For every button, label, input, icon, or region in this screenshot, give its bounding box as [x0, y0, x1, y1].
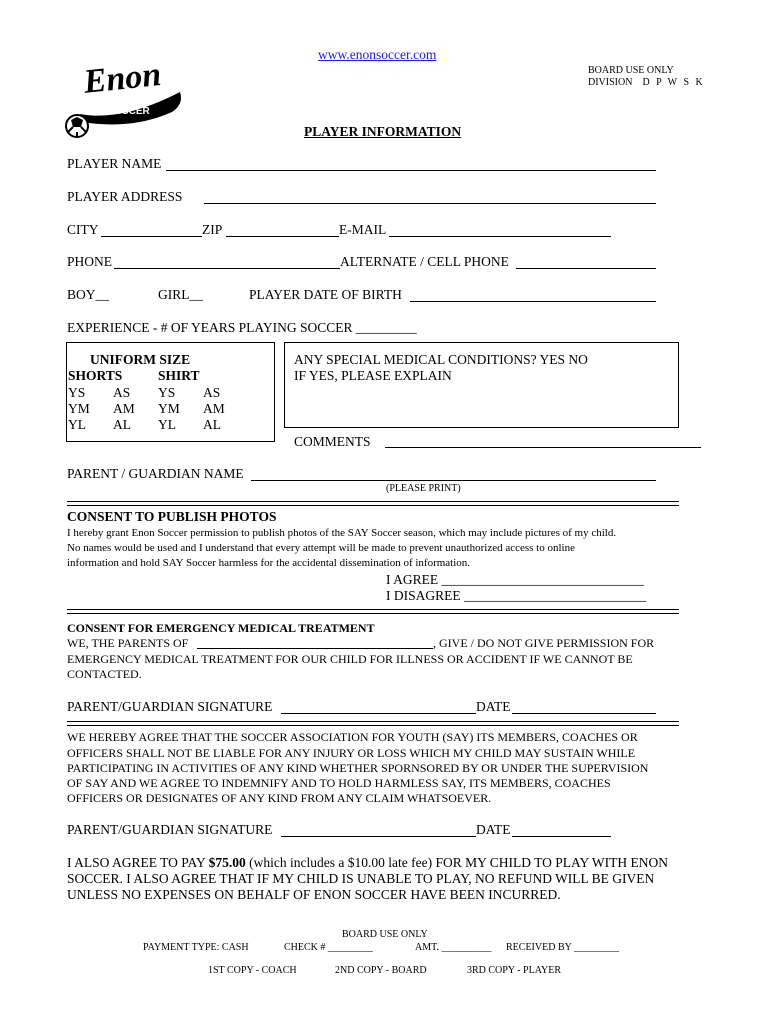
- liability-signature-field[interactable]: [281, 836, 476, 837]
- liability-text: OFFICERS OR DESIGNATES OF ANY KIND FROM ANY CLAIM WHATSOEVER.: [67, 791, 492, 805]
- payment-agreement-text: SOCCER. I ALSO AGREE THAT IF MY CHILD IS UNABLE TO PLAY, NO REFUND WILL BE GIVEN: [67, 871, 655, 886]
- svg-text:Enon: Enon: [81, 55, 163, 101]
- comments-field[interactable]: [385, 447, 701, 448]
- email-label: E-MAIL: [339, 222, 387, 237]
- uniform-title: UNIFORM SIZE: [90, 352, 191, 367]
- comments-label: COMMENTS: [294, 434, 371, 449]
- emergency-consent-title: CONSENT FOR EMERGENCY MEDICAL TREATMENT: [67, 621, 375, 635]
- board-use-only-footer: BOARD USE ONLY: [342, 929, 428, 940]
- board-use-only-header: BOARD USE ONLY: [588, 65, 674, 76]
- city-label: CITY: [67, 222, 99, 237]
- size-option[interactable]: AL: [113, 417, 131, 432]
- city-field[interactable]: [101, 236, 202, 237]
- experience-field[interactable]: EXPERIENCE - # OF YEARS PLAYING SOCCER _________: [67, 320, 417, 335]
- phone-label: PHONE: [67, 254, 113, 269]
- emergency-permission-text: , GIVE / DO NOT GIVE PERMISSION FOR: [433, 636, 655, 650]
- liability-text: OFFICERS SHALL NOT BE LIABLE FOR ANY INJURY OR LOSS WHICH MY CHILD MAY SUSTAIN WHILE: [67, 746, 636, 760]
- player-name-label: PLAYER NAME: [67, 156, 162, 171]
- size-option[interactable]: AL: [203, 417, 221, 432]
- email-field[interactable]: [389, 236, 611, 237]
- guardian-name-label: PARENT / GUARDIAN NAME: [67, 466, 244, 481]
- guardian-name-field[interactable]: [251, 480, 656, 481]
- emergency-date-field[interactable]: [512, 713, 656, 714]
- section-divider: [67, 721, 679, 726]
- liability-signature-label: PARENT/GUARDIAN SIGNATURE: [67, 822, 273, 837]
- size-option[interactable]: AM: [113, 401, 135, 416]
- website-link[interactable]: www.enonsoccer.com: [318, 47, 437, 62]
- phone-field[interactable]: [114, 268, 340, 269]
- please-print-note: (PLEASE PRINT): [386, 483, 461, 494]
- emergency-text: EMERGENCY MEDICAL TREATMENT FOR OUR CHILD FOR ILLNESS OR ACCIDENT IF WE CANNOT BE: [67, 652, 633, 666]
- photo-consent-text: I hereby grant Enon Soccer permission to publish photos of the SAY Soccer season, which may include pictures of my child.: [67, 527, 617, 539]
- player-address-label: PLAYER ADDRESS: [67, 189, 183, 204]
- size-option[interactable]: AM: [203, 401, 225, 416]
- dob-label: PLAYER DATE OF BIRTH: [249, 287, 402, 302]
- size-option[interactable]: AS: [113, 385, 131, 400]
- size-option[interactable]: YS: [68, 385, 86, 400]
- dob-field[interactable]: [410, 301, 656, 302]
- enon-soccer-logo: [62, 52, 187, 142]
- division-line: DIVISION D P W S K: [588, 77, 703, 88]
- copy-coach: 1ST COPY - COACH: [208, 965, 297, 976]
- medical-explain: IF YES, PLEASE EXPLAIN: [294, 368, 452, 383]
- page-title: PLAYER INFORMATION: [304, 124, 462, 139]
- copy-board: 2ND COPY - BOARD: [335, 965, 427, 976]
- alt-phone-field[interactable]: [516, 268, 656, 269]
- svg-text:SOCCER: SOCCER: [107, 106, 150, 117]
- size-option[interactable]: AS: [203, 385, 221, 400]
- copy-player: 3RD COPY - PLAYER: [467, 965, 561, 976]
- emergency-signature-field[interactable]: [281, 713, 476, 714]
- zip-label: ZIP: [202, 222, 223, 237]
- section-divider: [67, 501, 679, 506]
- child-name-field[interactable]: [197, 648, 433, 649]
- emergency-parents-label: WE, THE PARENTS OF: [67, 636, 189, 650]
- emergency-text: CONTACTED.: [67, 667, 142, 681]
- liability-date-field[interactable]: [512, 836, 611, 837]
- amount-field[interactable]: AMT. __________: [415, 942, 492, 953]
- shirt-header: SHIRT: [158, 368, 200, 383]
- payment-type: PAYMENT TYPE: CASH: [143, 942, 249, 953]
- girl-option[interactable]: GIRL__: [158, 287, 203, 302]
- section-divider: [67, 609, 679, 614]
- check-number-field[interactable]: CHECK # _________: [284, 942, 373, 953]
- size-option[interactable]: YS: [158, 385, 176, 400]
- alt-phone-label: ALTERNATE / CELL PHONE: [340, 254, 509, 269]
- emergency-date-label: DATE: [476, 699, 511, 714]
- i-disagree-field[interactable]: I DISAGREE ___________________________: [386, 588, 647, 603]
- photo-consent-text: No names would be used and I understand that every attempt will be made to prevent unauthorized access to online: [67, 542, 575, 554]
- size-option[interactable]: YL: [158, 417, 176, 432]
- liability-date-label: DATE: [476, 822, 511, 837]
- i-agree-field[interactable]: I AGREE ______________________________: [386, 572, 644, 587]
- size-option[interactable]: YM: [68, 401, 90, 416]
- liability-text: OF SAY AND WE AGREE TO INDEMNIFY AND TO HOLD HARMLESS SAY, ITS MEMBERS, COACHES: [67, 776, 611, 790]
- size-option[interactable]: YM: [158, 401, 180, 416]
- medical-question: ANY SPECIAL MEDICAL CONDITIONS? YES NO: [294, 352, 588, 367]
- photo-consent-title: CONSENT TO PUBLISH PHOTOS: [67, 509, 277, 524]
- received-by-field[interactable]: RECEIVED BY _________: [506, 942, 619, 953]
- shorts-header: SHORTS: [68, 368, 123, 383]
- player-address-field[interactable]: [204, 203, 656, 204]
- player-name-field[interactable]: [166, 170, 656, 171]
- zip-field[interactable]: [226, 236, 339, 237]
- boy-option[interactable]: BOY__: [67, 287, 110, 302]
- payment-agreement-text: UNLESS NO EXPENSES ON BEHALF OF ENON SOCCER HAVE BEEN INCURRED.: [67, 887, 561, 902]
- liability-text: PARTICIPATING IN ACTIVITIES OF ANY KIND WHETHER SPORNSORED BY OR UNDER THE SUPERVISION: [67, 761, 649, 775]
- photo-consent-text: information and hold SAY Soccer harmless for the accidental dissemination of information.: [67, 557, 471, 569]
- emergency-signature-label: PARENT/GUARDIAN SIGNATURE: [67, 699, 273, 714]
- liability-text: WE HEREBY AGREE THAT THE SOCCER ASSOCIATION FOR YOUTH (SAY) ITS MEMBERS, COACHES OR: [67, 730, 638, 744]
- size-option[interactable]: YL: [68, 417, 86, 432]
- payment-agreement-text: I ALSO AGREE TO PAY $75.00 (which includes a $10.00 late fee) FOR MY CHILD TO PLAY WITH ENON: [67, 855, 668, 870]
